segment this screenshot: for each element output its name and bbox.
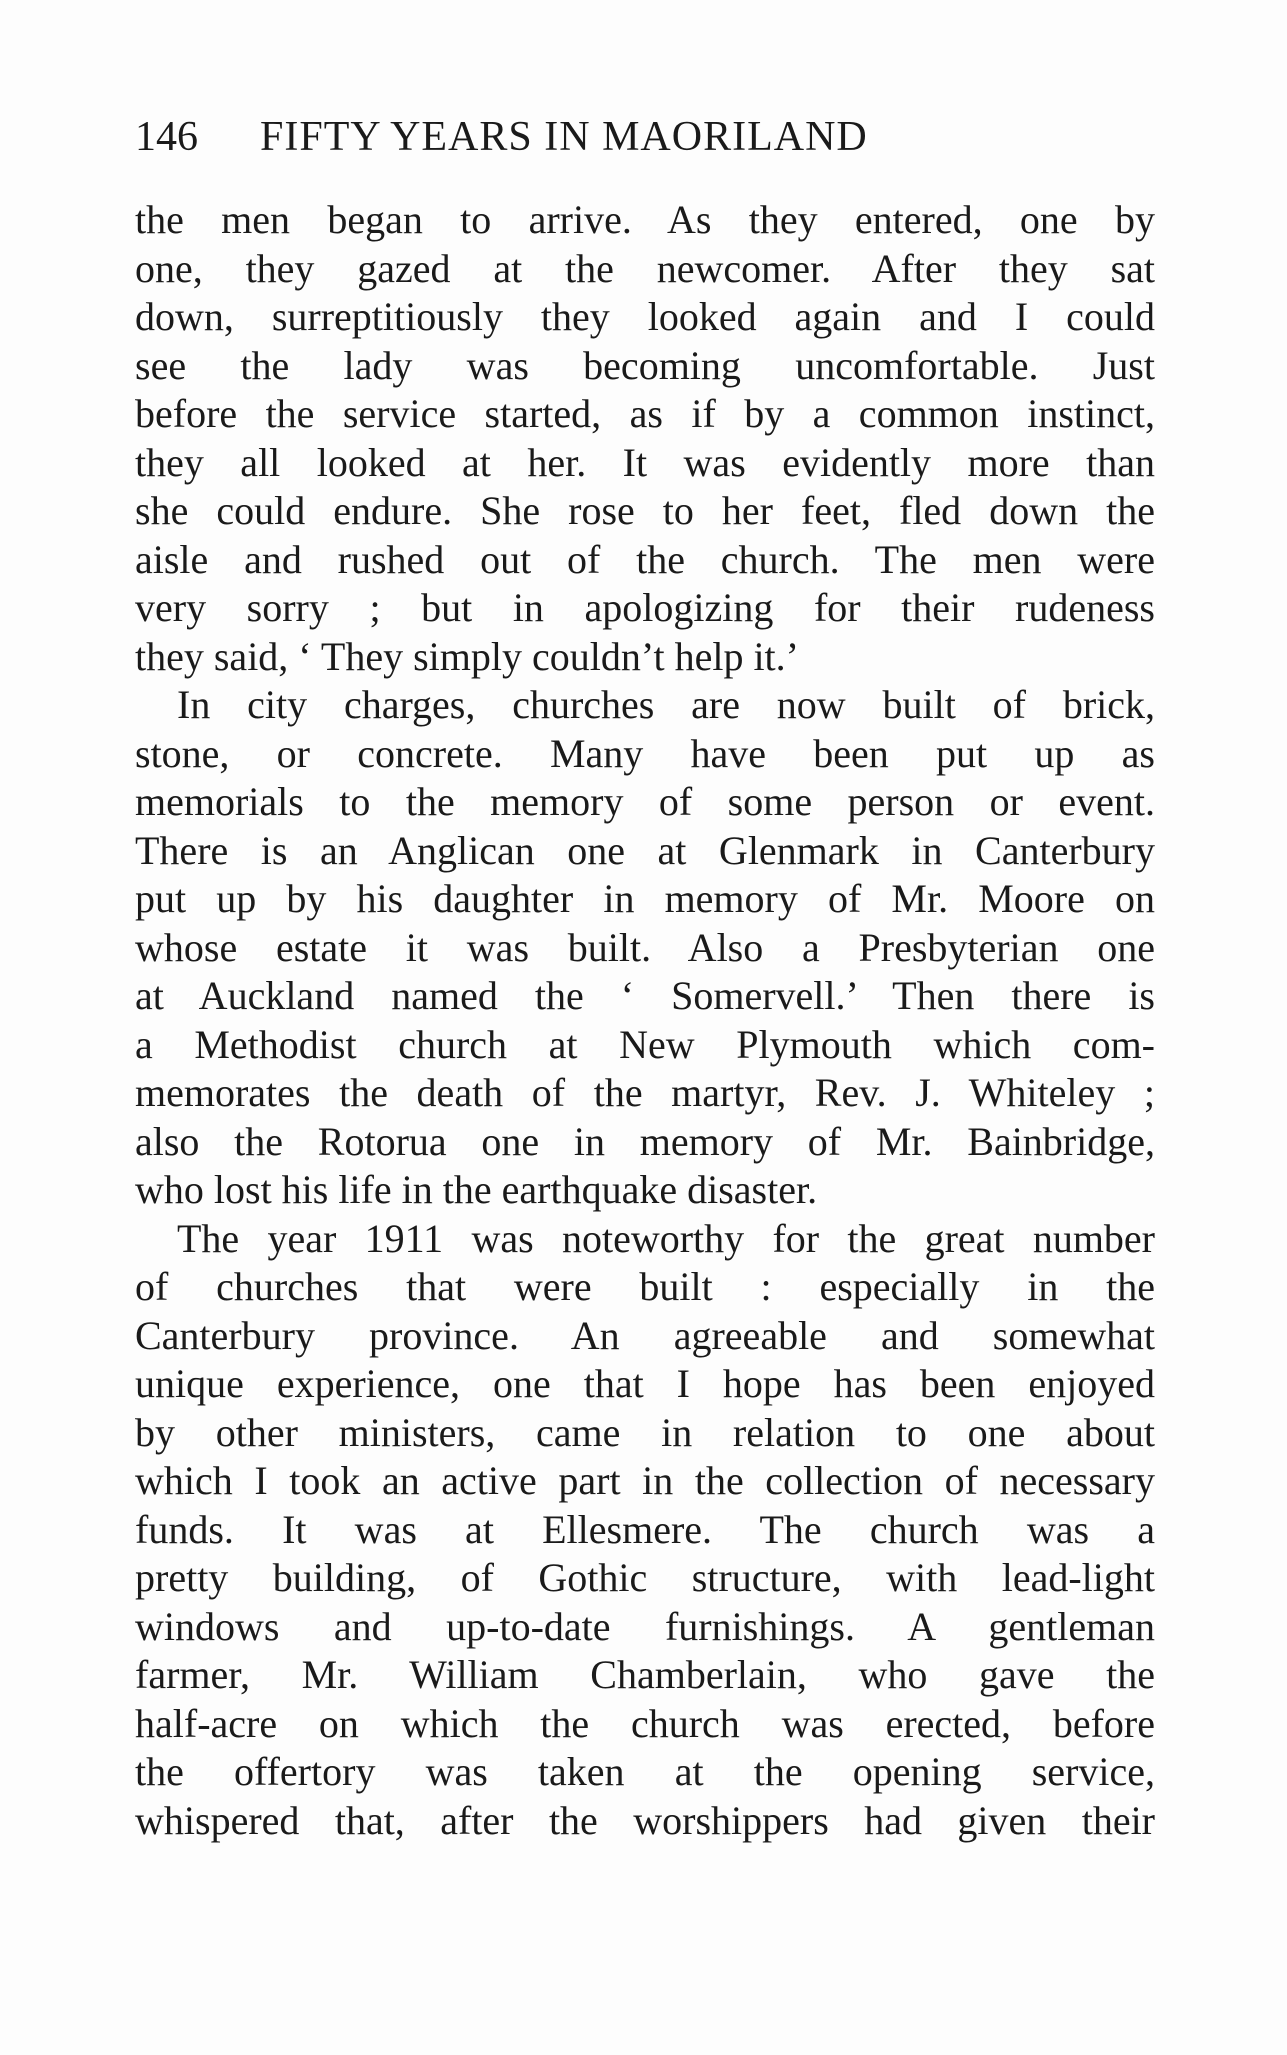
text-line: funds. It was at Ellesmere. The church was a xyxy=(135,1506,1155,1552)
text-line: before the service started, as if by a common instinct, xyxy=(135,391,1155,436)
body-text xyxy=(135,196,1155,1845)
text-line: pretty building, of Gothic structure, with lead-light xyxy=(135,1555,1155,1600)
text-line: at Auckland named the ‘ Somervell.’ Then there is xyxy=(135,973,1155,1018)
text-line: down, surreptitiously they looked again and I could xyxy=(135,294,1155,339)
text-line: the offertory was taken at the opening service, xyxy=(135,1749,1155,1794)
text-line: one, they gazed at the newcomer. After they sat xyxy=(135,245,1155,291)
text-line: memorates the death of the martyr, Rev. J. Whiteley ; xyxy=(135,1070,1155,1115)
text-line: see the lady was becoming uncomfortable. Just xyxy=(135,342,1155,388)
text-line: of churches that were built : especially in the xyxy=(135,1264,1155,1309)
running-head xyxy=(135,112,1155,162)
text-line: unique experience, one that I hope has been enjoyed xyxy=(135,1361,1155,1406)
text-line: half-acre on which the church was erected, before xyxy=(135,1700,1155,1746)
text-line: who lost his life in the earthquake disaster. xyxy=(135,1167,818,1212)
running-title: FIFTY YEARS IN MAORILAND xyxy=(260,114,868,160)
text-line: Canterbury province. An agreeable and somewhat xyxy=(135,1312,1155,1358)
text-line: farmer, Mr. William Chamberlain, who gave the xyxy=(135,1652,1155,1697)
paragraph xyxy=(135,1215,1155,1846)
text-line: also the Rotorua one in memory of Mr. Bainbridge, xyxy=(135,1118,1155,1164)
text-line: windows and up-to-date furnishings. A gentleman xyxy=(135,1603,1155,1649)
text-line: memorials to the memory of some person or event. xyxy=(135,779,1155,824)
text-line: In city charges, churches are now built of brick, xyxy=(177,682,1155,727)
text-line: The year 1911 was noteworthy for the great number xyxy=(177,1215,1155,1261)
text-line: put up by his daughter in memory of Mr. Moore on xyxy=(135,876,1155,921)
text-line: they all looked at her. It was evidently more than xyxy=(135,439,1155,485)
paragraph xyxy=(135,196,1155,681)
text-line: which I took an active part in the collection of necessary xyxy=(135,1458,1155,1503)
text-line: she could endure. She rose to her feet, fled down the xyxy=(135,488,1155,533)
text-line: whispered that, after the worshippers had given their xyxy=(135,1797,1155,1843)
paragraph xyxy=(135,681,1155,1215)
text-line: by other ministers, came in relation to one about xyxy=(135,1409,1155,1455)
text-line: a Methodist church at New Plymouth which com- xyxy=(135,1021,1155,1067)
text-line: very sorry ; but in apologizing for their rudeness xyxy=(135,585,1155,630)
page-number: 146 xyxy=(135,114,198,160)
text-line: the men began to arrive. As they entered, one by xyxy=(135,197,1155,242)
text-line: stone, or concrete. Many have been put up as xyxy=(135,730,1155,776)
text-line: they said, ‘ They simply couldn’t help it.’ xyxy=(135,633,799,679)
text-line: whose estate it was built. Also a Presbyterian one xyxy=(135,924,1155,970)
text-line: There is an Anglican one at Glenmark in Canterbury xyxy=(135,827,1155,873)
text-line: aisle and rushed out of the church. The men were xyxy=(135,536,1155,582)
